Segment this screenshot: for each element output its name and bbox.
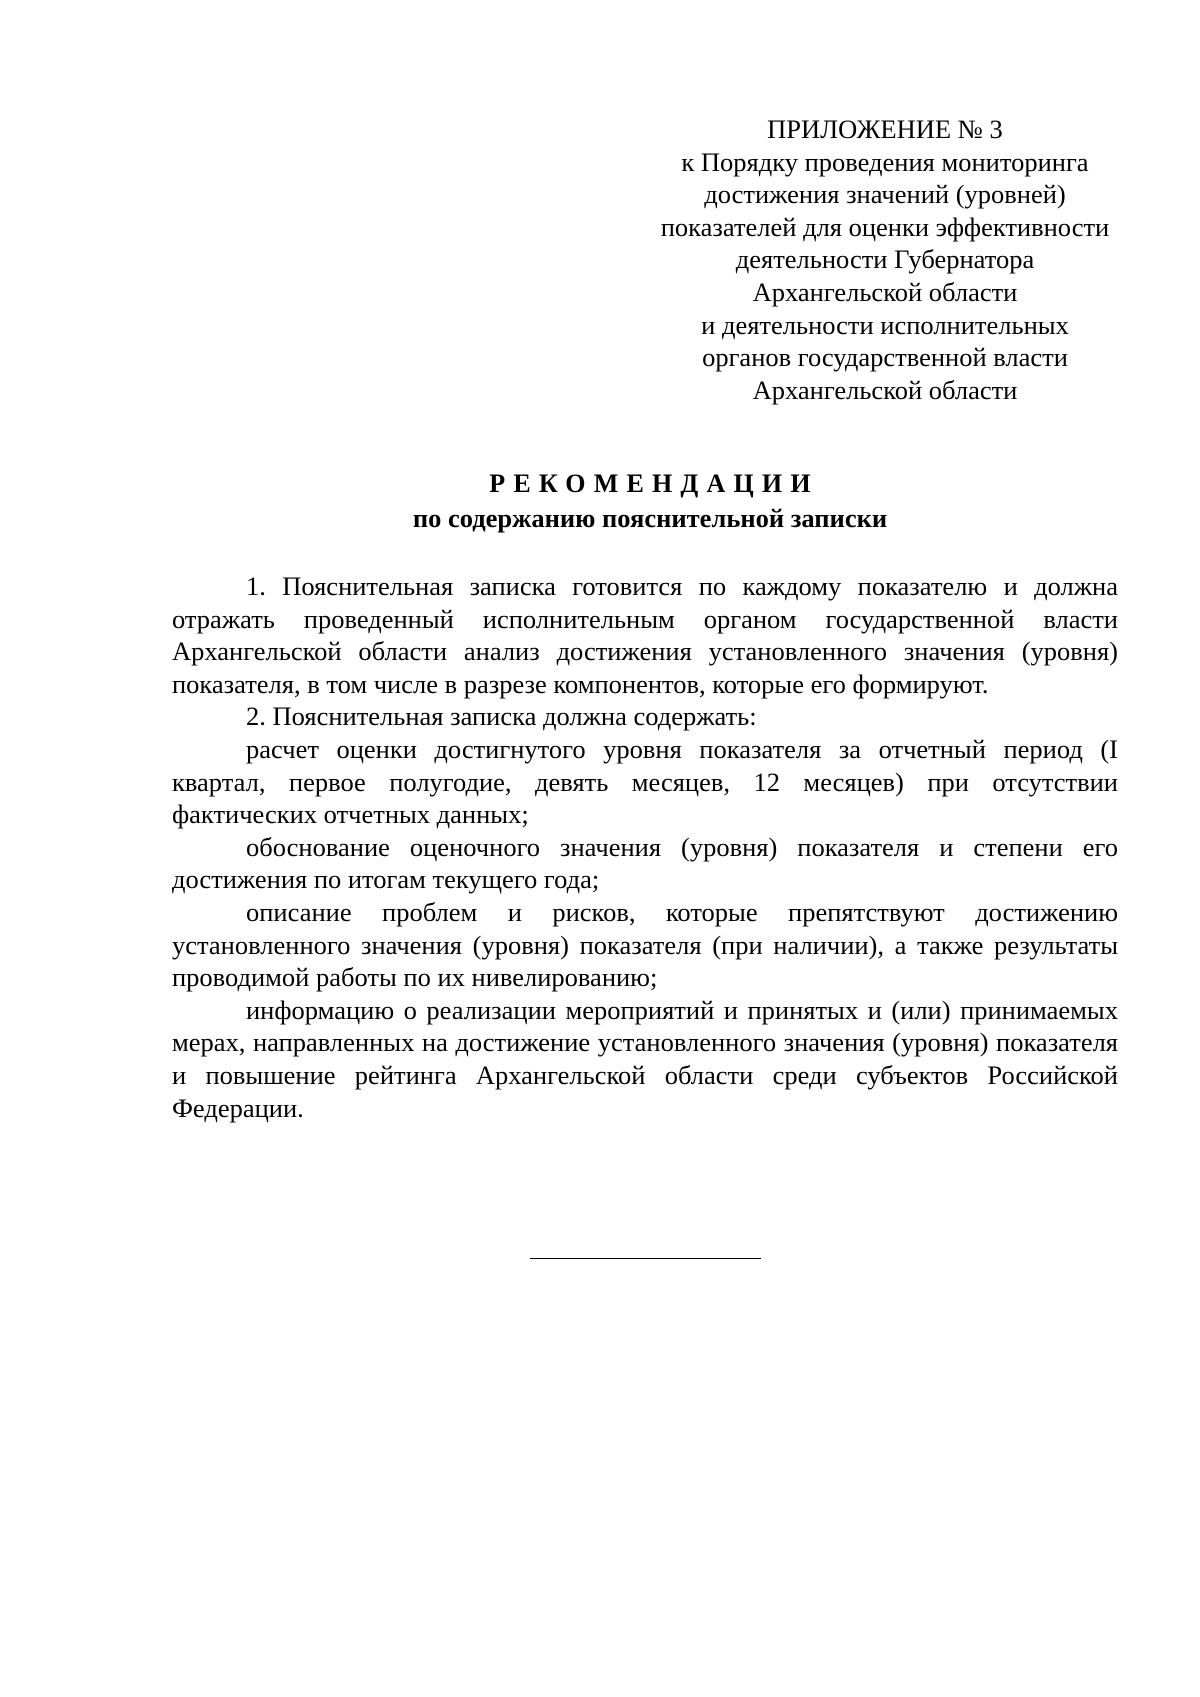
paragraph: расчет оценки достигнутого уровня показателя за отчетный период (I квартал, первое полугодие, девять месяцев, 12 месяцев) при отсутствии фактических отчетных данных;: [172, 733, 1118, 830]
appendix-line: к Порядку проведения мониторинга: [681, 146, 1089, 177]
appendix-line: показателей для оценки эффективности: [660, 211, 1110, 242]
appendix-line: Архангельской области: [752, 374, 1018, 405]
paragraph: описание проблем и рисков, которые препятствуют достижению установленного значения (уровня) показателя (при наличии), а также результаты проводимой работы по их нивелированию;: [172, 896, 1118, 993]
appendix-line: органов государственной власти: [702, 342, 1068, 373]
document-heading: [150, 468, 1150, 535]
document-subtitle: по содержанию пояснительной записки: [412, 503, 888, 533]
closing-divider-line: [530, 1258, 761, 1259]
paragraph: информацию о реализации мероприятий и принятых и (или) принимаемых мерах, направленных на достижение установленного значения (уровня) показателя и повышение рейтинга Архангельской области среди субъектов Российской Федерации.: [172, 994, 1118, 1123]
paragraph: 2. Пояснительная записка должна содержать:: [246, 701, 757, 732]
appendix-line: достижения значений (уровней): [704, 179, 1066, 210]
paragraph: 1. Пояснительная записка готовится по каждому показателю и должна отражать проведенный исполнительным органом государственной власти Архангельской области анализ достижения установленного значения (уровня) показателя, в том числе в разрезе компонентов, которые его формируют.: [172, 571, 1118, 699]
document-body: [172, 570, 1118, 1124]
document-title: РЕКОМЕНДАЦИИ: [489, 469, 819, 498]
appendix-line: Архангельской области: [752, 276, 1018, 307]
paragraph: обоснование оценочного значения (уровня) показателя и степени его достижения по итогам текущего года;: [172, 831, 1118, 895]
appendix-header: [640, 113, 1130, 406]
appendix-number: ПРИЛОЖЕНИЕ № 3: [767, 114, 1003, 144]
appendix-line: и деятельности исполнительных: [701, 309, 1069, 340]
appendix-line: деятельности Губернатора: [735, 244, 1035, 275]
